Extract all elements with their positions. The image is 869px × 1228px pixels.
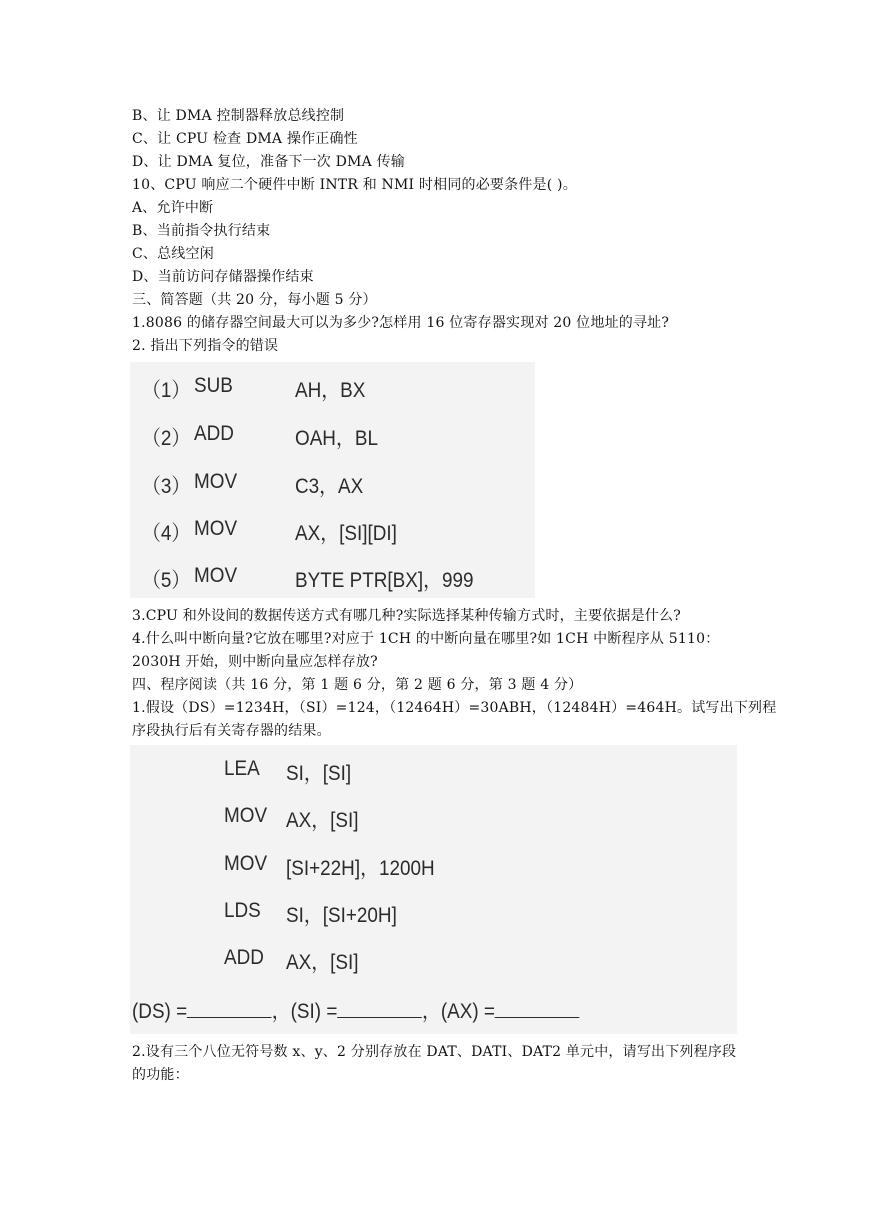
ds-label: (DS) = (132, 1000, 188, 1023)
short-answer-2: 2. 指出下列指令的错误 (132, 338, 279, 354)
operands: SI，[SI+20H] (286, 904, 397, 927)
instruction-errors-figure (130, 362, 535, 598)
program-reading-2: 2.设有三个八位无符号数 x、y、2 分别存放在 DAT、DATI、DAT2 单元中，请写出下列程序段 (132, 1044, 737, 1060)
option-d-memory: D、当前访问存储器操作结束 (132, 269, 314, 285)
option-b-instruction: B、当前指令执行结束 (132, 223, 271, 239)
section-3-heading: 三、简答题（共 20 分，每小题 5 分） (132, 292, 377, 308)
operands: AX，[SI] (286, 809, 359, 832)
si-label: ，(SI) = (271, 1000, 338, 1023)
opcode: MOV (194, 517, 238, 540)
item-number: （2） (142, 427, 191, 450)
opcode: MOV (194, 564, 238, 587)
option-b-dma: B、让 DMA 控制器释放总线控制 (132, 108, 345, 124)
option-a-interrupt: A、允许中断 (132, 200, 214, 216)
ax-answer-blank[interactable] (495, 999, 580, 1018)
operands: OAH，BL (295, 427, 378, 450)
operands: AX，[SI][DI] (295, 522, 397, 545)
item-number: （1） (142, 379, 191, 402)
short-answer-1: 1.8086 的储存器空间最大可以为多少?怎样用 16 位寄存器实现对 20 位地址的寻址? (132, 315, 670, 331)
question-10: 10、CPU 响应二个硬件中断 INTR 和 NMI 时相同的必要条件是( )。 (132, 177, 577, 193)
si-answer-blank[interactable] (337, 999, 422, 1018)
section-4-heading: 四、程序阅读（共 16 分，第 1 题 6 分，第 2 题 6 分，第 3 题 4 分） (132, 677, 583, 693)
short-answer-4: 4.什么叫中断向量?它放在哪里?对应于 1CH 的中断向量在哪里?如 1CH 中断程序从 5110： (132, 631, 720, 647)
program-reading-1-cont: 序段执行后有关寄存器的结果。 (132, 723, 331, 739)
opcode: ADD (224, 946, 264, 969)
short-answer-4-cont: 2030H 开始，则中断向量应怎样存放? (132, 654, 378, 670)
opcode: ADD (194, 422, 234, 445)
operands: BYTE PTR[BX]，999 (295, 569, 474, 592)
opcode: MOV (194, 470, 238, 493)
program-code-figure (130, 745, 737, 1034)
answer-blanks-row (132, 995, 580, 1025)
opcode: LEA (224, 757, 260, 780)
opcode: MOV (224, 852, 268, 875)
item-number: （3） (142, 475, 191, 498)
operands: C3，AX (295, 475, 364, 498)
operands: [SI+22H]，1200H (286, 857, 435, 880)
ds-answer-blank[interactable] (187, 999, 272, 1018)
option-c-dma: C、让 CPU 检查 DMA 操作正确性 (132, 131, 358, 147)
program-reading-2-cont: 的功能： (132, 1067, 189, 1083)
operands: AX，[SI] (286, 951, 359, 974)
option-d-dma: D、让 DMA 复位，准备下一次 DMA 传输 (132, 154, 405, 170)
short-answer-3: 3.CPU 和外设间的数据传送方式有哪几种?实际选择某种传输方式时，主要依据是什么? (132, 608, 681, 624)
option-c-bus: C、总线空闲 (132, 246, 214, 262)
opcode: SUB (194, 374, 233, 397)
opcode: MOV (224, 804, 268, 827)
operands: SI，[SI] (286, 762, 352, 785)
ax-label: ，(AX) = (421, 1000, 495, 1023)
item-number: （5） (142, 569, 191, 592)
opcode: LDS (224, 899, 261, 922)
program-reading-1: 1.假设（DS）=1234H，（SI）=124，（12464H）=30ABH，（12484H）=464H。试写出下列程 (132, 700, 777, 716)
item-number: （4） (142, 522, 191, 545)
operands: AH，BX (295, 379, 366, 402)
